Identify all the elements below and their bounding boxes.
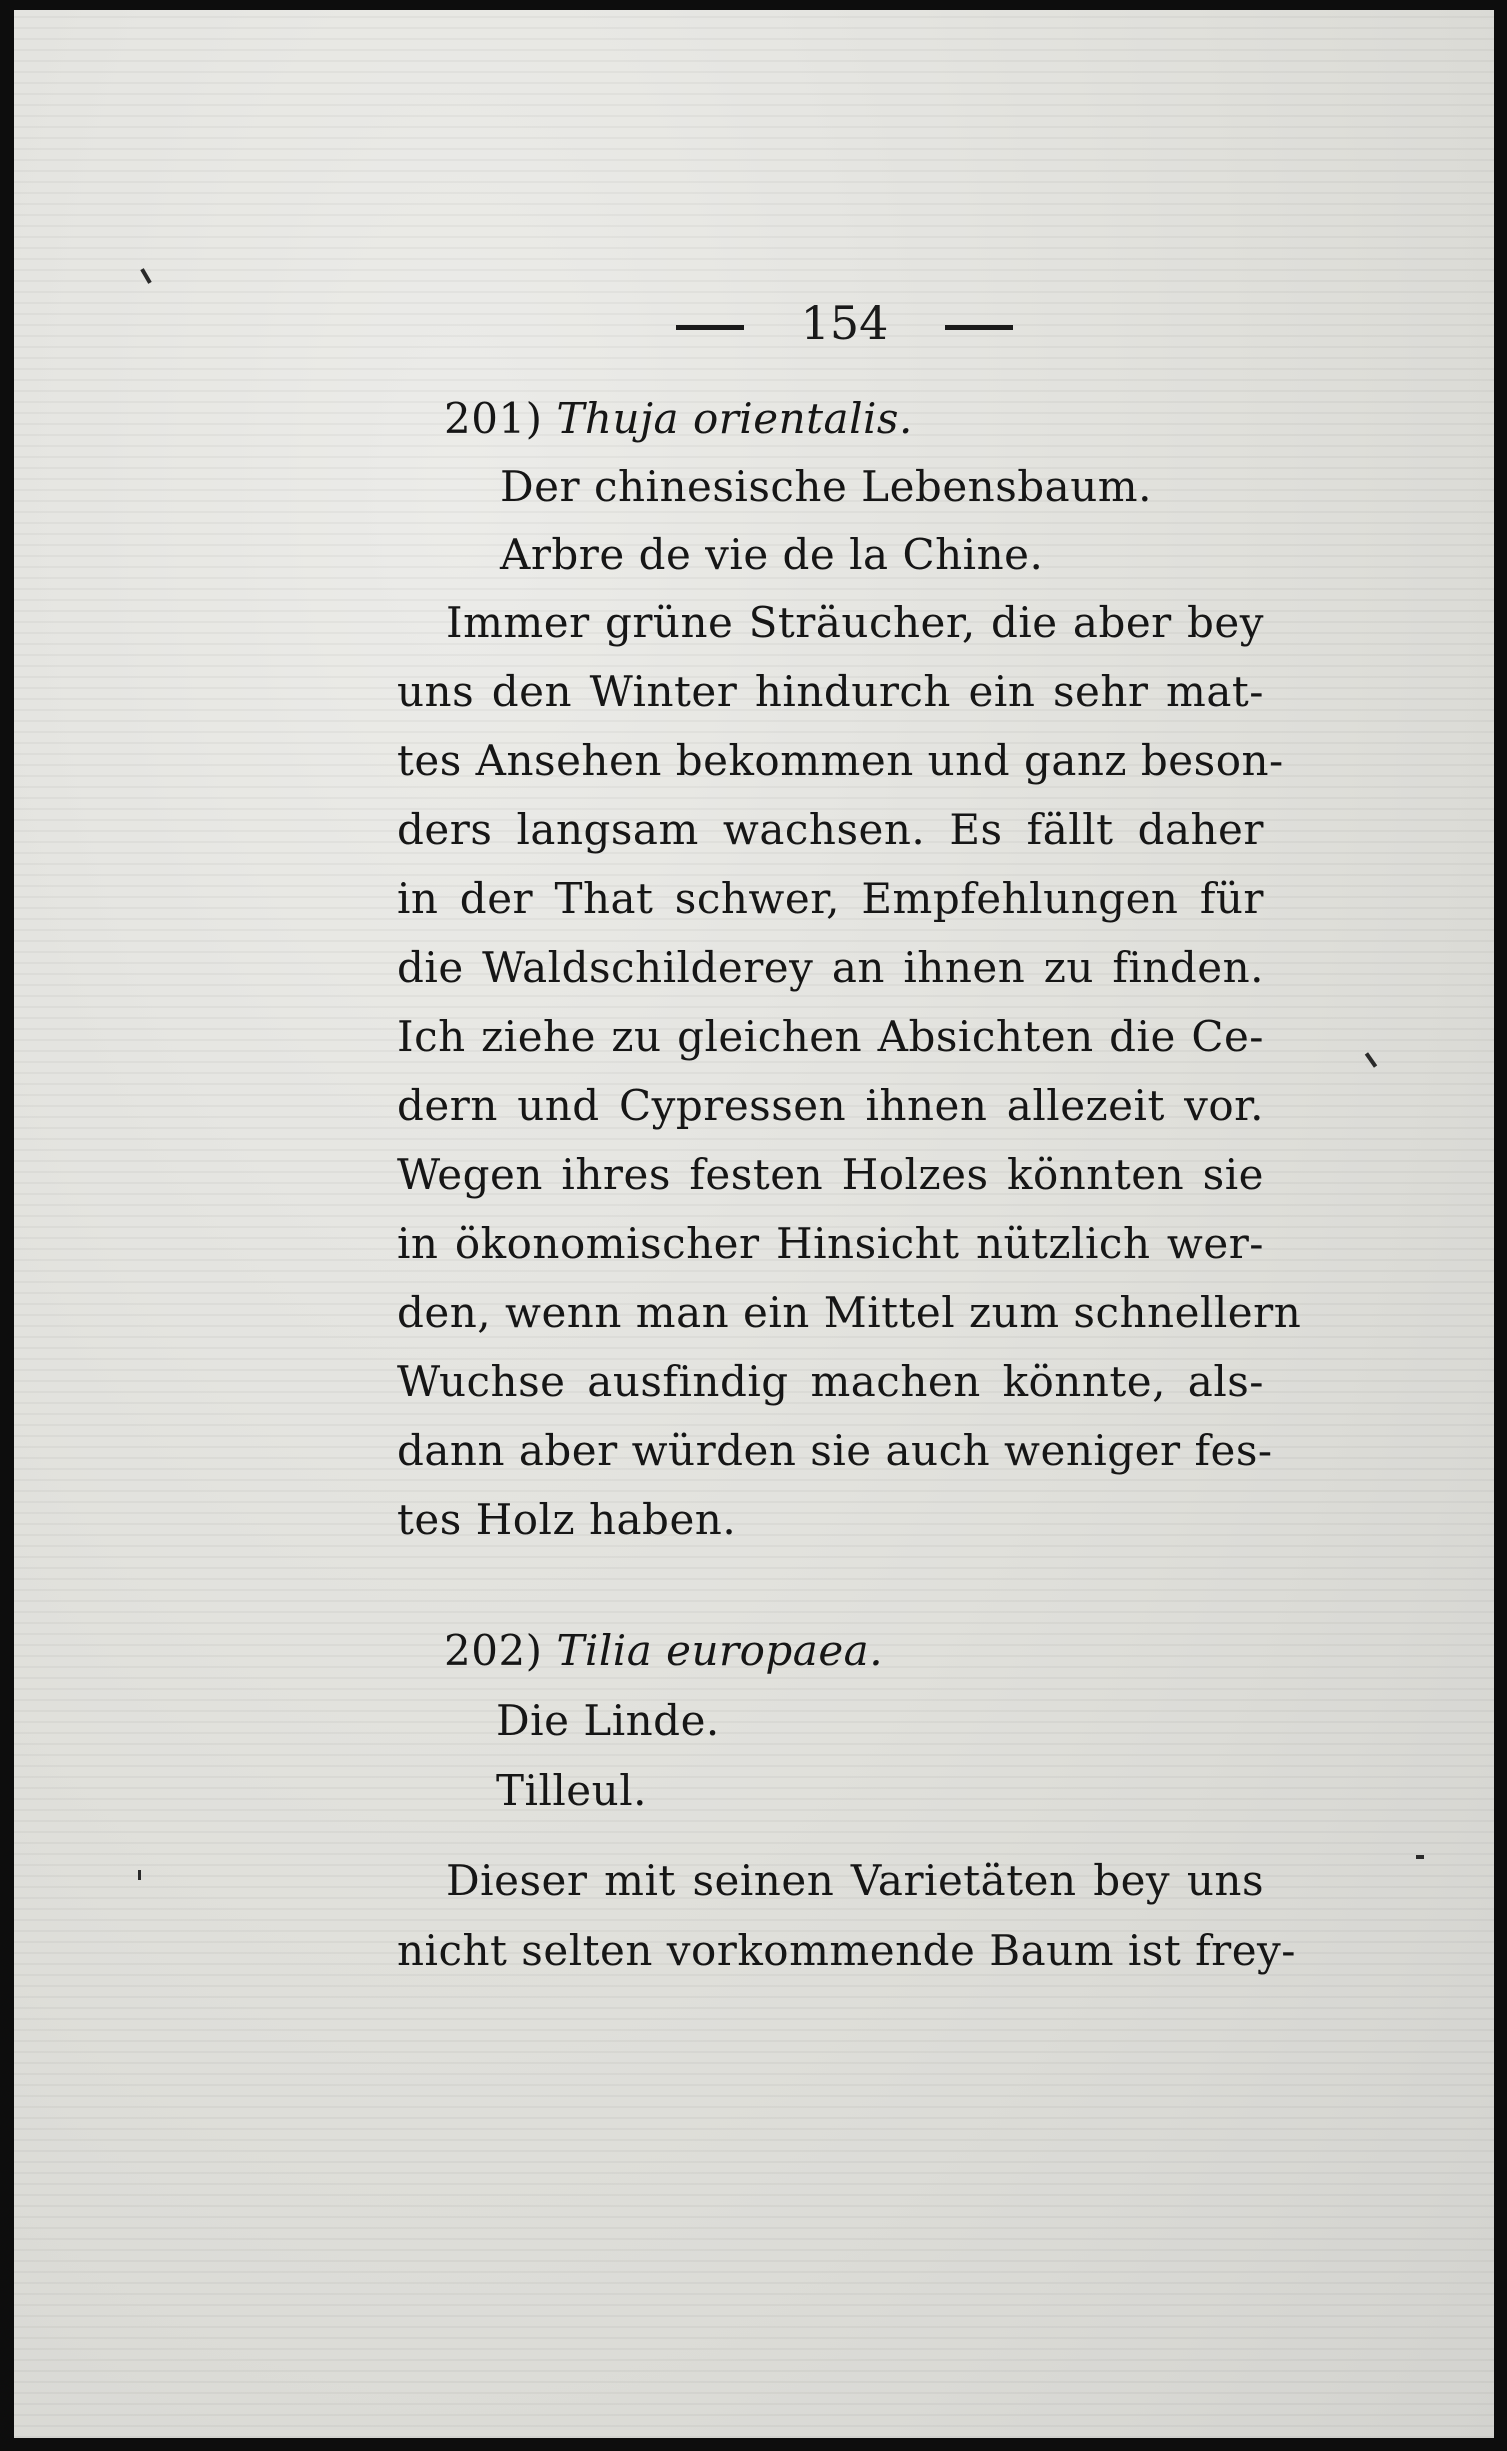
body-line: uns den Winter hindurch ein sehr mat- [397, 667, 1264, 716]
body-line: tes Ansehen bekommen und ganz beson- [397, 736, 1284, 785]
german-name: Die Linde. [496, 1696, 720, 1745]
page-number: 154 [800, 296, 889, 350]
body-line: die Waldschilderey an ihnen zu finden. [397, 943, 1264, 992]
french-name: Tilleul. [496, 1766, 647, 1815]
latin-name: Thuja orientalis. [556, 394, 913, 443]
scan-speck [1365, 1052, 1377, 1067]
body-line: nicht selten vorkommende Baum ist frey- [397, 1926, 1296, 1975]
scan-speck [1416, 1855, 1424, 1859]
entry-heading-202 [444, 1626, 884, 1675]
entry-number: 201) [444, 394, 543, 443]
body-line: dern und Cypressen ihnen allezeit vor. [397, 1081, 1264, 1130]
body-line: ders langsam wachsen. Es fällt daher [397, 805, 1264, 854]
book-page [14, 10, 1494, 2438]
entry-heading-201 [444, 394, 913, 443]
body-line: Dieser mit seinen Varietäten bey uns [446, 1856, 1264, 1905]
body-line: Wegen ihres festen Holzes könnten sie [397, 1150, 1264, 1199]
header-dash-left [676, 325, 744, 330]
page-header [676, 296, 1076, 350]
french-name: Arbre de vie de la Chine. [500, 530, 1044, 579]
body-line: in ökonomischer Hinsicht nützlich wer- [397, 1219, 1264, 1268]
body-line: in der That schwer, Empfehlungen für [397, 874, 1264, 923]
latin-name: Tilia europaea. [556, 1626, 884, 1675]
scan-speck [138, 1870, 141, 1880]
german-name: Der chinesische Lebensbaum. [500, 462, 1152, 511]
scan-speck [140, 268, 151, 284]
body-line: Wuchse ausfindig machen könnte, als- [397, 1357, 1264, 1406]
header-dash-right [945, 325, 1013, 330]
body-line: dann aber würden sie auch weniger fes- [397, 1426, 1273, 1475]
body-line: tes Holz haben. [397, 1495, 737, 1544]
entry-number: 202) [444, 1626, 543, 1675]
body-line: den, wenn man ein Mittel zum schnellern [397, 1288, 1302, 1337]
body-line: Ich ziehe zu gleichen Absichten die Ce- [397, 1012, 1264, 1061]
body-line: Immer grüne Sträucher, die aber bey [446, 598, 1264, 647]
